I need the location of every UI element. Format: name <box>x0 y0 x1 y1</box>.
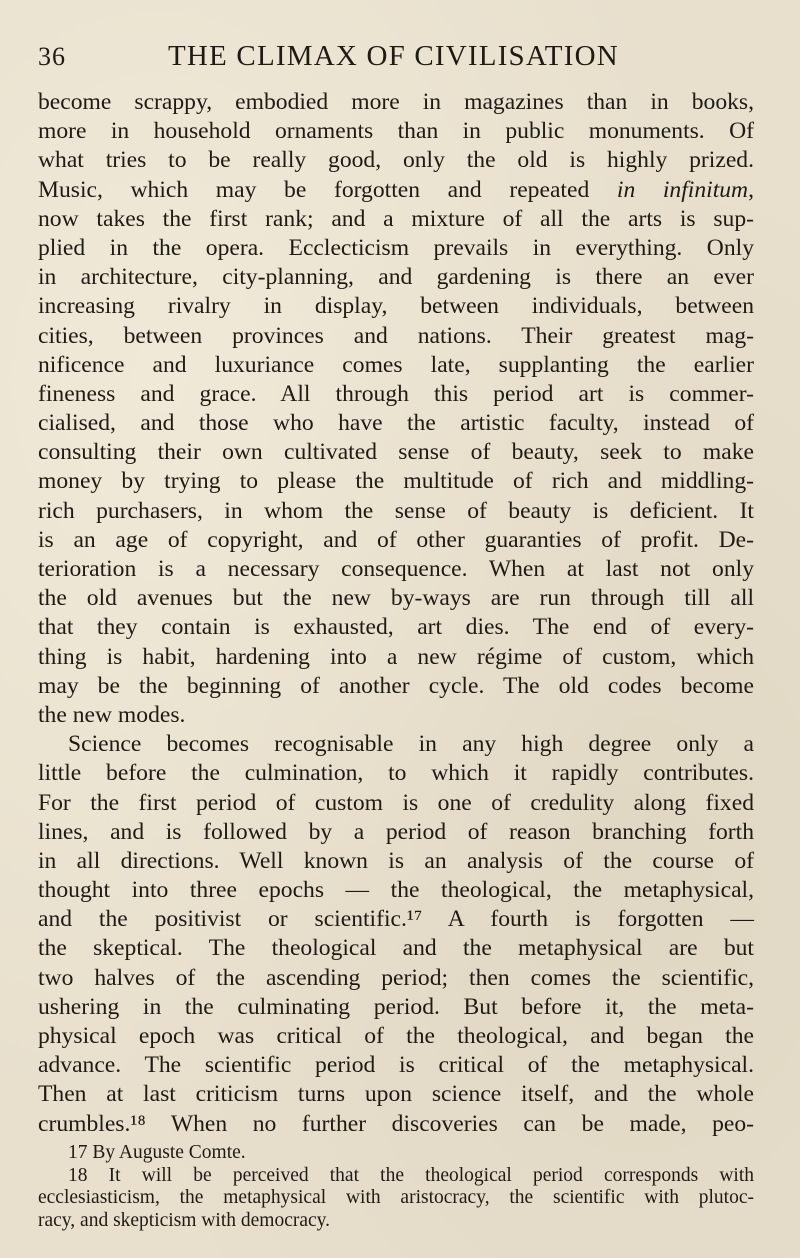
text-line: Science becomes recognisable in any high degree only a <box>68 731 754 758</box>
footnote-17: 17 By Auguste Comte. <box>68 1142 246 1163</box>
italic-phrase: in infinitum <box>616 176 749 203</box>
text-line: nificence and luxuriance comes late, supplanting the earlier <box>38 351 754 378</box>
text-line: increasing rivalry in display, between individuals, between <box>38 293 754 320</box>
text-line: in all directions. Well known is an analysis of the course of <box>38 847 754 874</box>
text-line: two halves of the ascending period; then comes the scientific, <box>38 964 754 991</box>
text-line: little before the culmination, to which it rapidly contributes. <box>38 760 754 787</box>
text-line: is an age of copyright, and of other guaranties of profit. De- <box>38 526 754 553</box>
text-line: fineness and grace. All through this period art is commer- <box>38 380 754 407</box>
text-line: advance. The scientific period is critical of the metaphysical. <box>38 1052 754 1079</box>
text-line: the skeptical. The theological and the metaphysical are but <box>38 935 754 962</box>
text-line: terioration is a necessary consequence. When at last not only <box>38 556 754 582</box>
text-line: more in household ornaments than in public monuments. Of <box>38 118 754 145</box>
text-line: rich purchasers, in whom the sense of beauty is deficient. It <box>38 497 754 524</box>
page-title: THE CLIMAX OF CIVILISATION <box>168 40 619 72</box>
footnote-18: 18 It will be perceived that the theological period corresponds with <box>68 1164 754 1186</box>
text-line: For the first period of custom is one of credulity along fixed <box>38 789 754 816</box>
text-line: now takes the first rank; and a mixture of all the arts is sup- <box>38 205 754 232</box>
footnotes <box>38 1142 754 1232</box>
text-line: cialised, and those who have the artistic faculty, instead of <box>38 410 754 437</box>
text-line: plied in the opera. Ecclecticism prevails in everything. Only <box>38 234 754 261</box>
text-line: the new modes. <box>38 701 186 728</box>
text-line: cities, between provinces and nations. Their greatest mag- <box>38 322 754 349</box>
text-line: money by trying to please the multitude of rich and middling- <box>38 468 754 495</box>
text-line: ushering in the culminating period. But before it, the meta- <box>38 993 754 1020</box>
text-line: consulting their own cultivated sense of beauty, seek to make <box>38 439 754 466</box>
text-line: thing is habit, hardening into a new régime of custom, which <box>38 643 754 670</box>
footnote-18-line: racy, and skepticism with democracy. <box>38 1209 331 1231</box>
body-text <box>38 88 754 1139</box>
text-line: may be the beginning of another cycle. The old codes become <box>38 672 754 699</box>
text-line: lines, and is followed by a period of reason branching forth <box>38 818 754 845</box>
text-line: Then at last criticism turns upon science itself, and the whole <box>38 1081 754 1108</box>
running-head <box>38 28 760 72</box>
text-line: and the positivist or scientific.¹⁷ A fourth is forgotten — <box>38 906 754 933</box>
text-line: physical epoch was critical of the theological, and began the <box>38 1023 754 1049</box>
page-number: 36 <box>38 42 66 71</box>
text-line: what tries to be really good, only the old is highly prized. <box>38 147 754 174</box>
text-line: that they contain is exhausted, art dies. The end of every- <box>38 614 754 641</box>
text-line: become scrappy, embodied more in magazines than in books, <box>38 89 754 115</box>
text-line: crumbles.¹⁸ When no further discoveries can be made, peo- <box>38 1110 754 1137</box>
footnote-18-line: ecclesiasticism, the metaphysical with aristocracy, the scientific with plutoc- <box>38 1187 754 1208</box>
text-line: Music, which may be forgotten and repeated in infinitum, <box>38 176 754 203</box>
text-line: the old avenues but the new by-ways are run through till all <box>38 585 754 612</box>
text-line: in architecture, city-planning, and gardening is there an ever <box>38 264 754 291</box>
text-line: thought into three epochs — the theological, the metaphysical, <box>38 877 754 904</box>
